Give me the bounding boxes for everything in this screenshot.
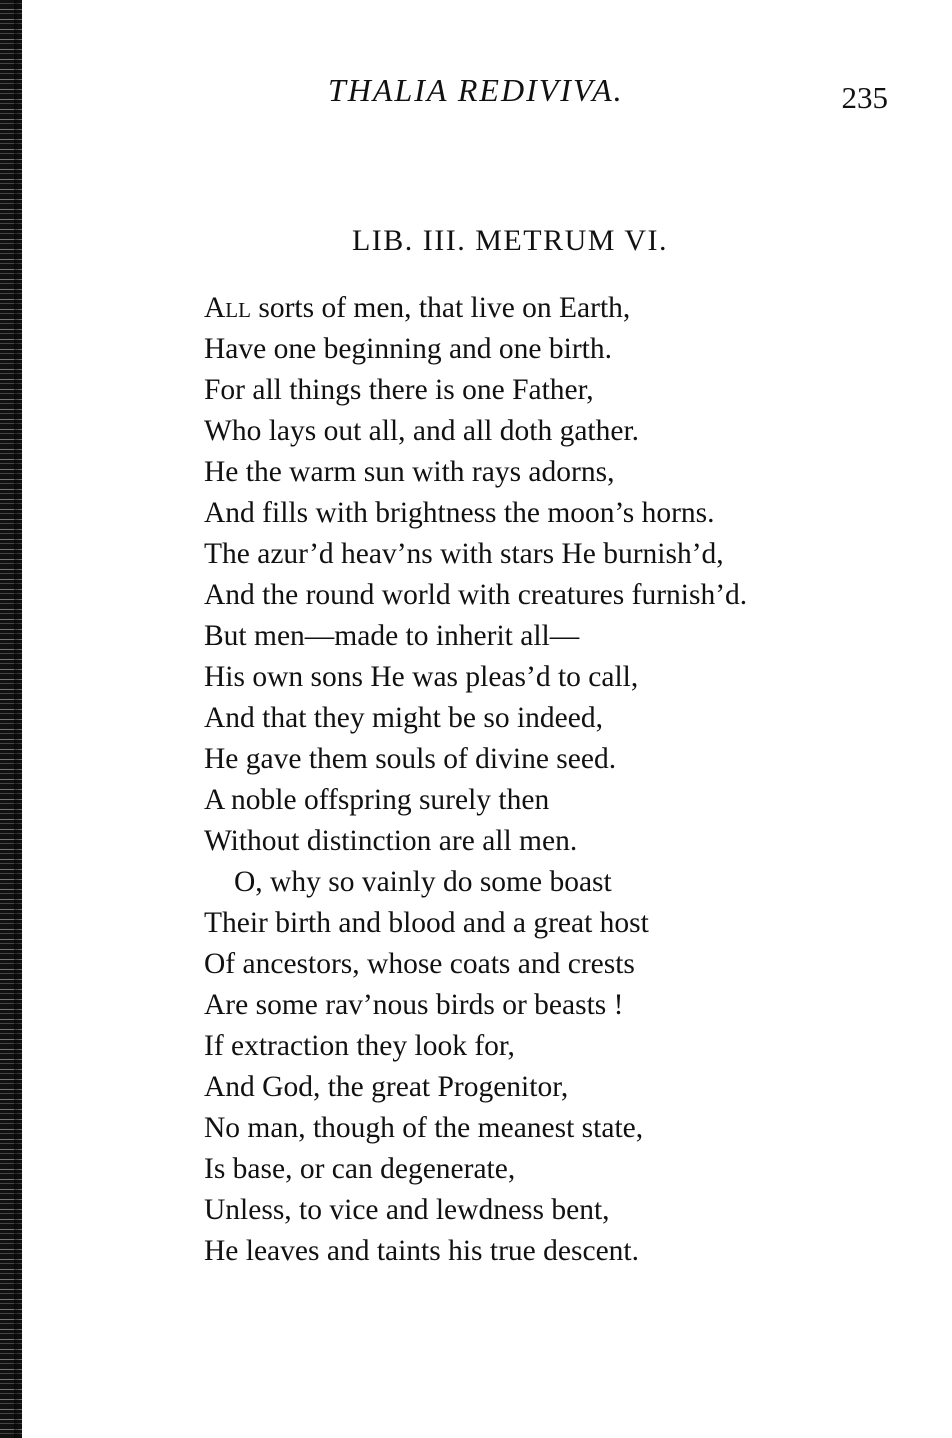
running-head [200,72,890,122]
poem-line: Is base, or can degenerate, [204,1153,516,1185]
poem-line: But men—made to inherit all— [204,620,580,652]
poem-line: For all things there is one Father, [204,374,594,406]
section-heading: LIB. III. METRUM VI. [351,224,669,257]
poem-line: Their birth and blood and a great host [204,907,649,939]
poem-stanza-start-line: O, why so vainly do some boast [234,866,612,898]
poem-first-line-rest: sorts of men, that live on Earth, [250,292,631,324]
page-number: 235 [841,80,888,115]
page-binding-edge [0,0,22,1438]
poem-line: Of ancestors, whose coats and crests [204,948,635,980]
poem-line: Without distinction are all men. [204,825,578,857]
poem-line: If extraction they look for, [204,1030,515,1062]
poem [204,288,904,1272]
poem-line: Who lays out all, and all doth gather. [204,415,640,447]
poem-first-word: All [204,292,251,324]
poem-line: He the warm sun with rays adorns, [204,456,615,488]
poem-line: A noble offspring surely then [204,784,550,816]
running-title: THALIA REDIVIVA. [328,72,624,108]
poem-line: And God, the great Progenitor, [204,1071,569,1103]
poem-line: He gave them souls of divine seed. [204,743,617,775]
poem-line: And fills with brightness the moon’s horns. [204,497,715,529]
poem-line: No man, though of the meanest state, [204,1112,644,1144]
poem-line-1 [204,288,904,329]
poem-line: And that they might be so indeed, [204,702,603,734]
poem-line: Have one beginning and one birth. [204,333,612,365]
poem-line: The azur’d heav’ns with stars He burnish’d, [204,538,724,570]
poem-line: And the round world with creatures furnish’d. [204,579,748,611]
poem-line: Are some rav’nous birds or beasts ! [204,989,624,1021]
poem-line: He leaves and taints his true descent. [204,1235,639,1267]
poem-line: Unless, to vice and lewdness bent, [204,1194,610,1226]
poem-line: His own sons He was pleas’d to call, [204,661,639,693]
